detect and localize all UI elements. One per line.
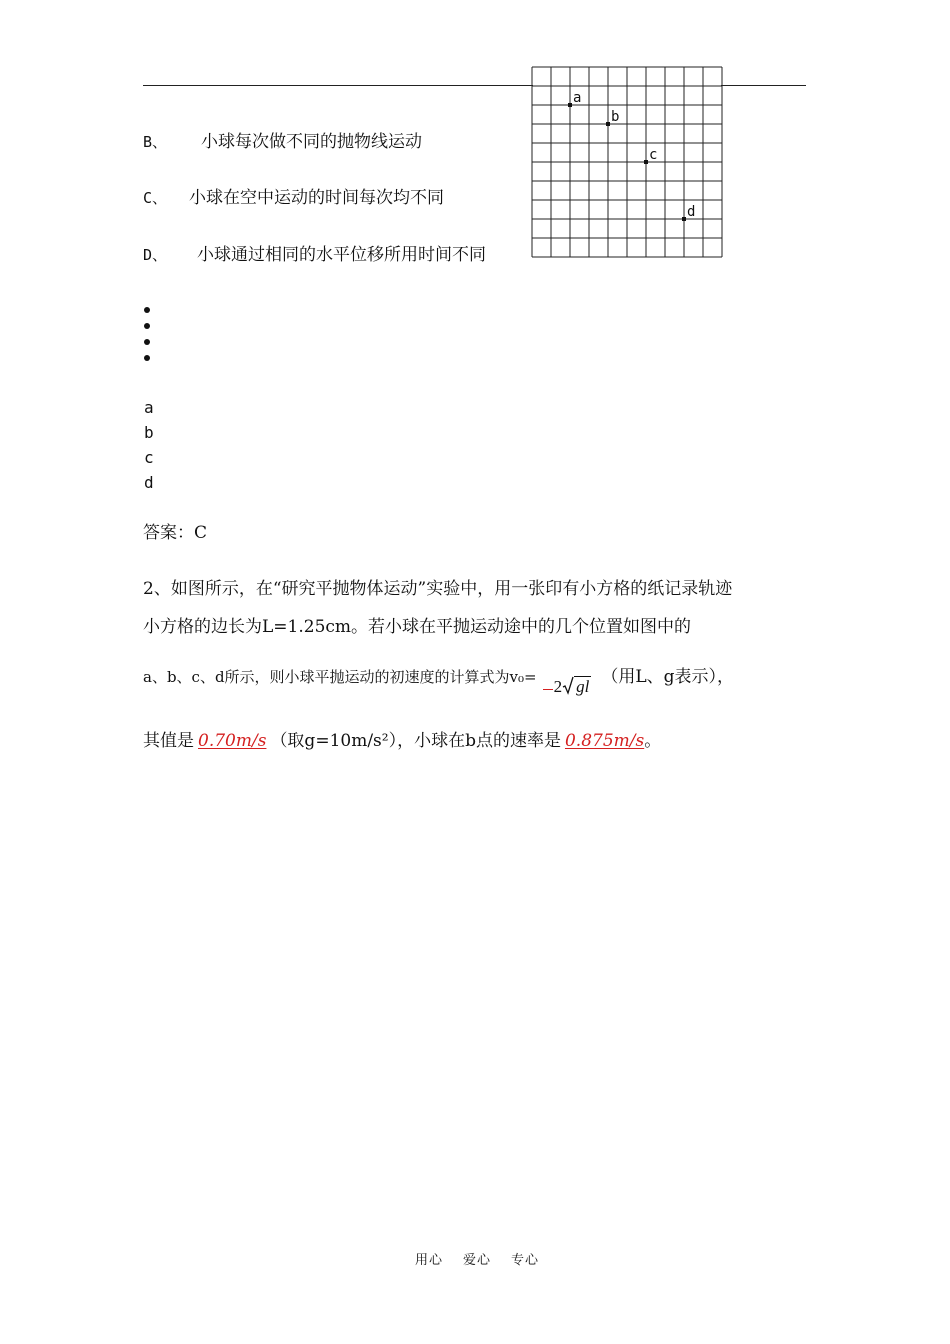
stray-label: a [144,398,154,417]
stray-label: c [144,448,154,467]
option-d-text: 小球通过相同的水平位移所用时间不同 [197,245,486,265]
footer [415,1249,549,1268]
stray-label: d [144,473,154,492]
stray-label: b [144,423,154,442]
trajectory-point [644,160,648,164]
point-label: c [649,147,658,163]
option-b [143,127,422,152]
trajectory-point [568,103,572,107]
footer-item: 专心 [511,1253,540,1268]
answer-line: 答案：C [143,523,208,543]
formula-coef: 2 [553,677,563,696]
sqrt-sign-icon [562,676,574,696]
formula-blank [543,689,553,690]
question2-line4-mid: （取g=10m/s²），小球在b点的速率是 [270,731,561,751]
option-b-letter: B、 [143,133,168,151]
footer-item: 爱心 [463,1253,492,1268]
question2-line4-prefix: 其值是 [143,731,194,751]
point-label: b [611,109,620,125]
formula [554,676,592,697]
question2-line3-suffix: （用L、g表示）， [601,667,735,687]
trajectory-point [682,217,686,221]
bullet-list [143,298,150,371]
option-c-text: 小球在空中运动的时间每次均不同 [189,188,444,208]
question2-line1: 2、如图所示，在“研究平抛物体运动”实验中，用一张印有小方格的纸记录轨迹 [143,579,733,599]
question2-line2: 小方格的边长为L=1.25cm。若小球在平抛运动途中的几个位置如图中的 [143,617,692,637]
grid-figure [531,66,725,260]
header-rule-left [143,85,533,86]
header-rule-right [721,85,806,86]
point-label: a [573,90,582,106]
formula-radicand: gl [576,677,590,696]
bullet-dot [144,339,150,345]
question2-line4 [143,726,661,751]
answer-speed: 0.875m/s [564,731,645,751]
option-d-letter: D、 [143,246,168,264]
option-c [143,183,444,208]
bullet-dot [144,355,150,361]
point-label: d [687,204,696,220]
bullet-dot [144,307,150,313]
question2-line3 [143,662,734,697]
option-d [143,240,486,265]
option-b-text: 小球每次做不同的抛物线运动 [201,132,422,152]
stray-label-list [144,395,154,495]
question2-line3-prefix: a、b、c、d所示，则小球平抛运动的初速度的计算式为v₀= [143,668,537,686]
bullet-dot [144,323,150,329]
option-c-letter: C、 [143,189,168,207]
answer-value: 0.70m/s [198,731,267,751]
trajectory-point [606,122,610,126]
footer-item: 用心 [415,1253,444,1268]
question2-line4-end: 。 [644,731,662,751]
